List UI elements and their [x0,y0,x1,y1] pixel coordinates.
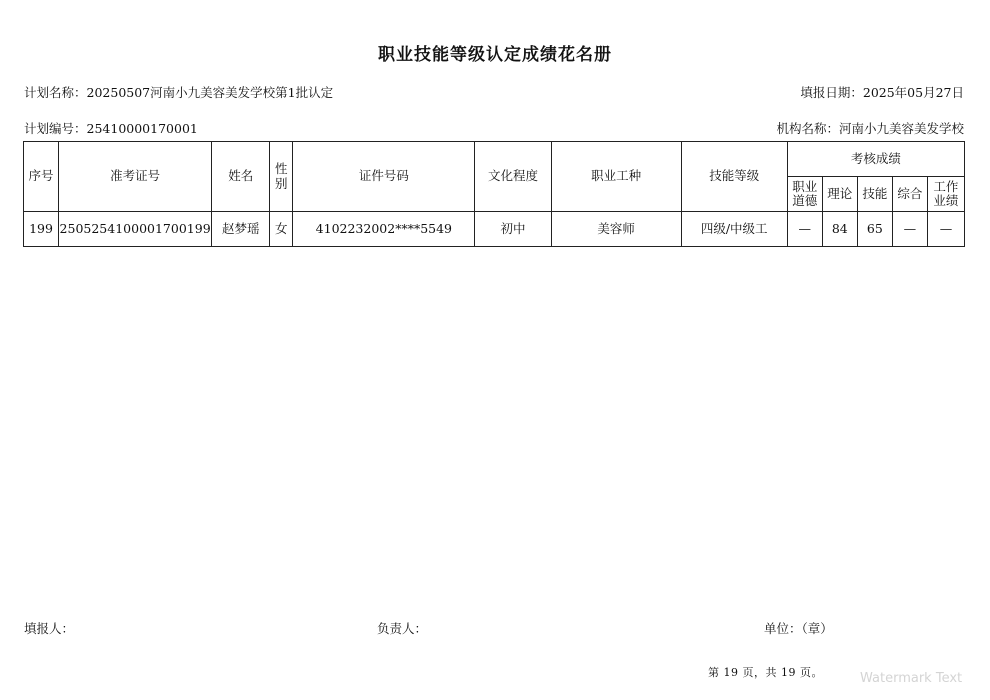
header-theory: 理论 [822,177,857,212]
fill-date-value: 2025年05月27日 [862,85,964,100]
header-education: 文化程度 [475,142,551,212]
header-id-no: 证件号码 [293,142,475,212]
header-ethics-text: 职业道德 [792,178,818,208]
cell-exam-no: 2505254100001700199 [59,212,212,247]
cell-ethics: — [787,212,822,247]
organization [776,119,964,137]
page-info: 第 19 页，共 19 页。 [708,666,823,679]
header-work-record-text: 工作业绩 [933,178,959,208]
cell-theory: 84 [822,212,857,247]
organization-value: 河南小九美容美发学校 [838,121,964,136]
cell-work-record: — [927,212,964,247]
table-row [24,212,965,247]
header-exam-no: 准考证号 [59,142,212,212]
cell-occupation: 美容师 [551,212,681,247]
watermark: Watermark Text [860,671,963,686]
score-roster-table [23,141,965,247]
plan-name-label: 计划名称： [24,85,87,100]
cell-skill-level: 四级/中级工 [681,212,787,247]
fill-date-label: 填报日期： [800,85,863,100]
header-name: 姓名 [212,142,270,212]
header-overall: 综合 [892,177,927,212]
header-skill-level: 技能等级 [681,142,787,212]
document-title: 职业技能等级认定成绩花名册 [378,45,612,65]
header-ethics [787,177,822,212]
organization-label: 机构名称： [776,121,839,136]
header-seq: 序号 [24,142,59,212]
cell-name: 赵梦瑶 [212,212,270,247]
header-work-record [927,177,964,212]
fill-date [800,83,964,101]
header-gender-text: 性别 [274,161,288,191]
plan-number-value: 25410000170001 [86,121,198,136]
filler-label: 填报人： [24,621,75,636]
cell-overall: — [892,212,927,247]
cell-id-no: 4102232002****5549 [293,212,475,247]
cell-gender: 女 [270,212,293,247]
plan-name-value: 20250507河南小九美容美发学校第1批认定 [86,85,334,100]
header-scores-group: 考核成绩 [787,142,964,177]
cell-skill: 65 [857,212,892,247]
cell-education: 初中 [475,212,551,247]
header-occupation: 职业工种 [551,142,681,212]
header-gender [270,142,293,212]
plan-name [24,83,333,101]
unit-label: 单位：（章） [764,621,833,636]
plan-number-label: 计划编号： [24,121,87,136]
plan-number [24,119,198,137]
cell-seq: 199 [24,212,59,247]
responsible-label: 负责人： [377,621,428,636]
header-skill: 技能 [857,177,892,212]
